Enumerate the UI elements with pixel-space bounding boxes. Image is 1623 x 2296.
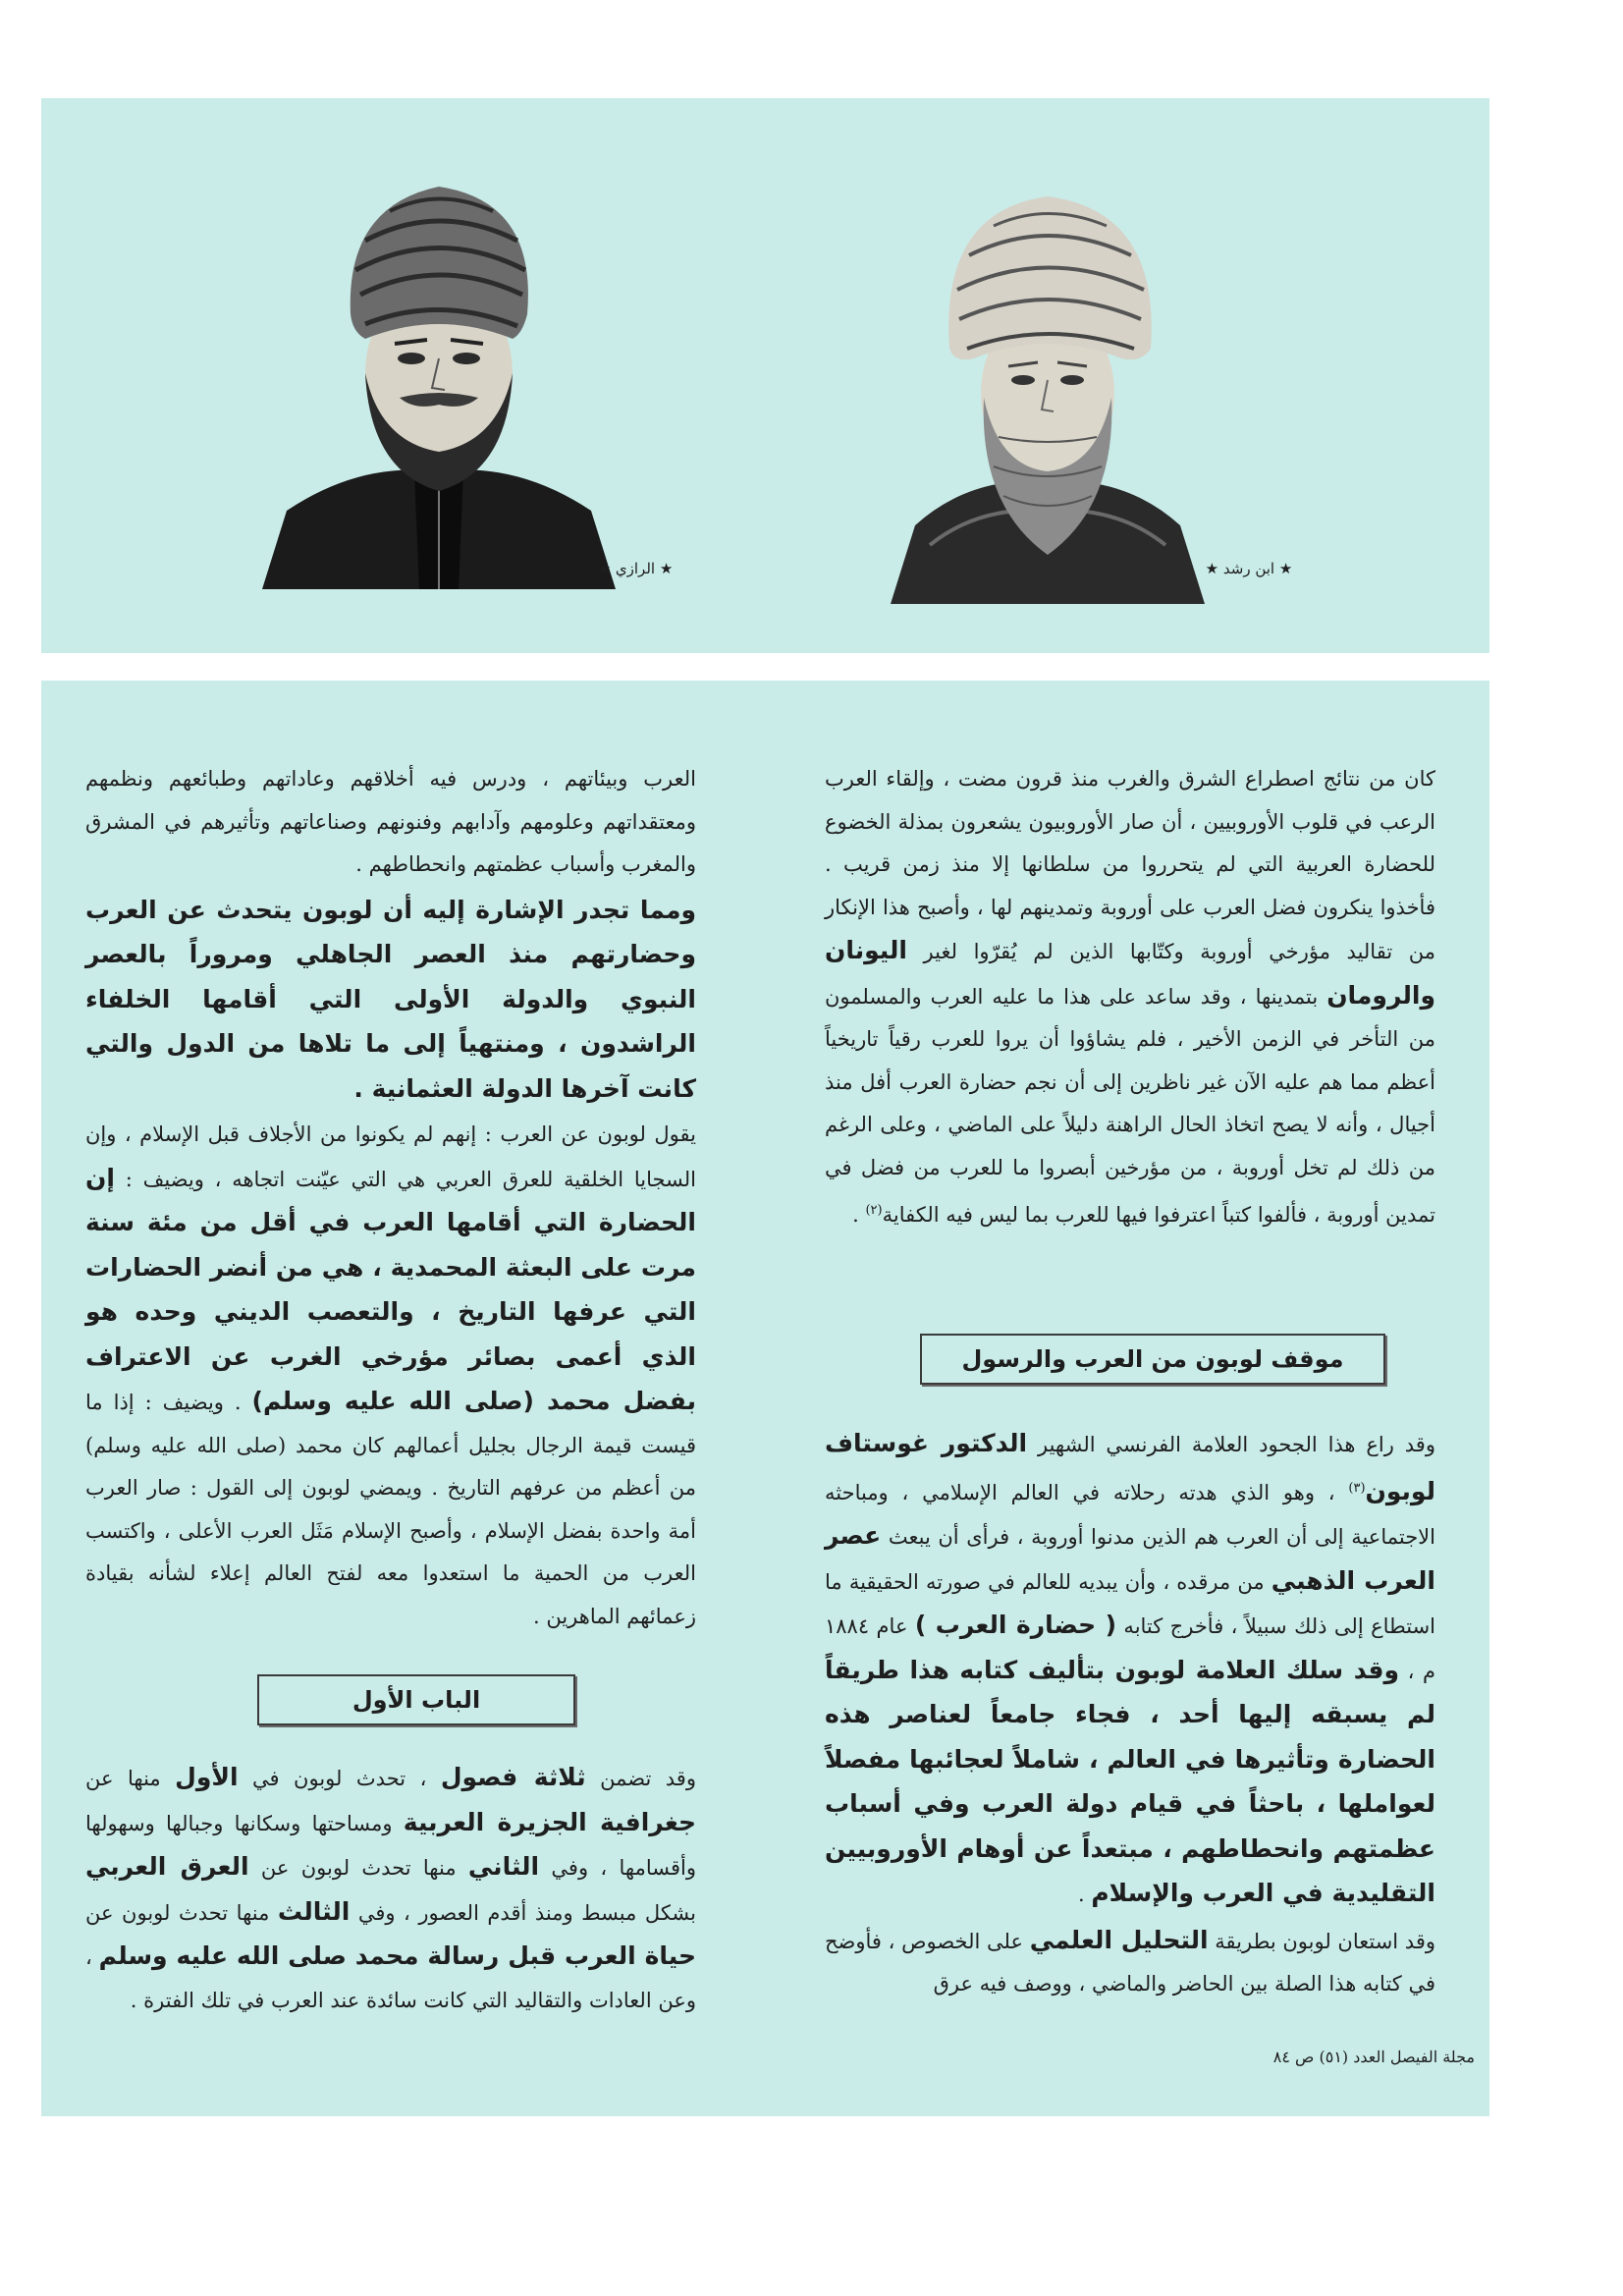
text-run: منها عن (85, 1767, 176, 1790)
portrait-al-razi-caption: ★ الرازي ★ (597, 560, 674, 577)
text-run: وقد تضمن (585, 1767, 696, 1790)
bold-run: جغرافية الجزيرة العربية (403, 1807, 696, 1836)
text-run: وقد راع هذا الجحود العلامة الفرنسي الشهير (1027, 1433, 1435, 1456)
portrait-ibn-rushd-caption: ★ ابن رشد ★ (1205, 560, 1293, 577)
text-run: . (852, 1203, 866, 1227)
bold-run: التحليل العلمي (1029, 1925, 1209, 1954)
left-column-lower (85, 1756, 696, 2022)
white-band-divider (41, 653, 1489, 681)
text-run: على الخصوص ، فأوضح في كتابه هذا الصلة بين الحاضر والماضي ، ووصف فيه عرق (825, 1929, 1435, 1995)
magazine-page (41, 98, 1489, 2116)
right-column-lower (825, 1422, 1435, 2006)
bold-run: وقد سلك العلامة لوبون بتأليف كتابه هذا طريقاً لم يسبقه إليها أحد ، فجاء جامعاً لعناصر هذه الحضارة وتأثيرها في العالم ، شاملاً لعجائبها مفصلاً لعواملها ، باحثاً في قيام دولة العرب وفي أسباب عظمتهم وانحطاطهم ، مبتعداً عن أوهام الأوروبيين التقليدية في العرب والإسلام (825, 1655, 1435, 1907)
text-run: عام ١٨٨٤ م ، (825, 1614, 1435, 1683)
bold-run: العرق العربي (85, 1852, 249, 1881)
bold-run: الثاني (467, 1852, 540, 1881)
text-run: بشكل مبسط ومنذ أقدم العصور ، وفي (350, 1900, 697, 1925)
right-paragraph-3 (825, 1919, 1435, 2006)
left-column (85, 758, 696, 1638)
text-run: منها تحدث لوبون عن (85, 1900, 278, 1925)
right-column (825, 758, 1435, 1237)
text-run: بتمدينها ، وقد ساعد على هذا ما عليه العرب والمسلمون من التأخر في الزمن الأخير ، فلم يشاؤوا أن يروا للعرب رقياً تاريخياً أعظم مما هم عليه الآن غير ناظرين إلى أن نجم حضارة العرب أفل منذ أجيال ، وأنه لا يصح اتخاذ الحال الراهنة دليلاً على الماضي ، وعلى الرغم من ذلك لم تخل أوروبة ، من مؤرخين أبصروا ما للعرب من فضل في تمدين أوروبة ، فألفوا كتباً اعترفوا فيها للعرب بما ليس فيه الكفاية (825, 984, 1435, 1227)
bold-run: حياة العرب قبل رسالة محمد صلى الله عليه وسلم (98, 1941, 696, 1970)
left-paragraph-3 (85, 1114, 696, 1638)
text-run: وقد استعان لوبون بطريقة (1208, 1929, 1436, 1953)
left-paragraph-1: العرب وبيئاتهم ، ودرس فيه أخلاقهم وعاداتهم وطبائعهم ونظمهم ومعتقداتهم وعلومهم وآدابهم وفنونهم وصناعاتهم وتأثيرهم في المشرق والمغرب وأسباب عظمتهم وانحطاطهم . (85, 767, 696, 876)
bold-run: الأول (175, 1763, 239, 1791)
text-run: ، وهو الذي هدته رحلاته في العالم الإسلامي ، ومباحثه الاجتماعية إلى أن العرب هم الذين مدنوا أوروبة ، فرأى أن يبعث (825, 1480, 1435, 1549)
text-run: ، تحدث لوبون في (238, 1767, 441, 1790)
section-heading-chapter-one: الباب الأول (257, 1674, 575, 1725)
footnote-mark: (٢) (865, 1203, 883, 1218)
text-run: ، وعن العادات والتقاليد التي كانت سائدة عند العرب في تلك الفترة . (85, 1945, 696, 2012)
text-run: يقول لوبون عن العرب : إنهم لم يكونوا من الأجلاف قبل الإسلام ، وإن السجايا الخلقية للعرق العربي هي التي عيّنت اتجاهه ، ويضيف : (85, 1122, 696, 1191)
text-run: . ويضيف : إذا ما قيست قيمة الرجال بجليل أعمالهم كان محمد (صلى الله عليه وسلم) من أعظم من عرفهم التاريخ . ويمضي لوبون إلى القول : صار العرب أمة واحدة بفضل الإسلام ، وأصبح الإسلام مَثَل العرب الأعلى ، واكتسب العرب من الحمية ما استعدوا معه لفتح العالم إعلاء لشأنه بقيادة زعمائهم الماهرين . (85, 1391, 696, 1628)
text-run: من مرقده ، وأن يبديه للعالم في صورته الحقيقية ما استطاع إلى ذلك سبيلاً ، فأخرج كتابه (825, 1569, 1436, 1638)
left-paragraph-4 (85, 1756, 696, 2022)
section-heading-loubon: موقف لوبون من العرب والرسول (920, 1334, 1385, 1385)
bold-run: ثلاثة فصول (440, 1763, 586, 1791)
text-run: منها تحدث لوبون عن (248, 1856, 468, 1880)
portrait-al-razi-drawing (243, 147, 635, 589)
left-paragraph-2 (85, 889, 696, 1113)
bold-run: الدكتور غوستاف لوبون (825, 1429, 1435, 1505)
text-run: . (1077, 1883, 1092, 1906)
right-paragraph-1 (825, 758, 1435, 1237)
bold-run: اليونان والرومان (825, 936, 1435, 1010)
portrait-ibn-rushd-drawing (881, 152, 1215, 604)
portrait-ibn-rushd (881, 152, 1215, 604)
bold-run: ( حضارة العرب ) (914, 1611, 1117, 1639)
footnote-mark: (٣) (1348, 1480, 1366, 1496)
bold-run: ومما تجدر الإشارة إليه أن لوبون يتحدث عن العرب وحضارتهم منذ العصر الجاهلي ومروراً بالعصر النبوي والدولة الأولى التي أقامها الخلفاء الراشدون ، ومنتهياً إلى ما تلاها من الدول والتي كانت آخرها الدولة العثمانية . (85, 895, 696, 1103)
page-footer: مجلة الفيصل العدد (٥١) ص ٨٤ (1272, 2048, 1475, 2066)
right-paragraph-2 (825, 1422, 1435, 1917)
text-run: ومساحتها وسكانها وجبالها وسهولها وأقسامها ، وفي (85, 1811, 696, 1880)
bold-run: الثالث (277, 1896, 351, 1926)
bold-run: إن الحضارة التي أقامها العرب في أقل من مئة سنة مرت على البعثة المحمدية ، هي من أنضر الحضارات التي عرفها التاريخ ، والتعصب الديني وحده هو الذي أعمى بصائر مؤرخي الغرب عن الاعتراف بفضل محمد (صلى الله عليه وسلم) (85, 1163, 696, 1415)
bold-run: عصر العرب الذهبي (825, 1521, 1435, 1595)
text-run: كان من نتائج اصطراع الشرق والغرب منذ قرون مضت ، وإلقاء العرب الرعب في قلوب الأوروبيين ، أن صار الأوروبيون يشعرون بمذلة الخضوع للحضارة العربية التي لم يتحرروا من سلطانها إلا منذ زمن قريب . فأخذوا ينكرون فضل العرب على أوروبة وتمدينهم لها ، وأصبح هذا الإنكار من تقاليد مؤرخي أوروبة وكتّابها الذين لم يُقرّوا لغير (825, 767, 1435, 963)
portrait-al-razi (243, 147, 635, 589)
